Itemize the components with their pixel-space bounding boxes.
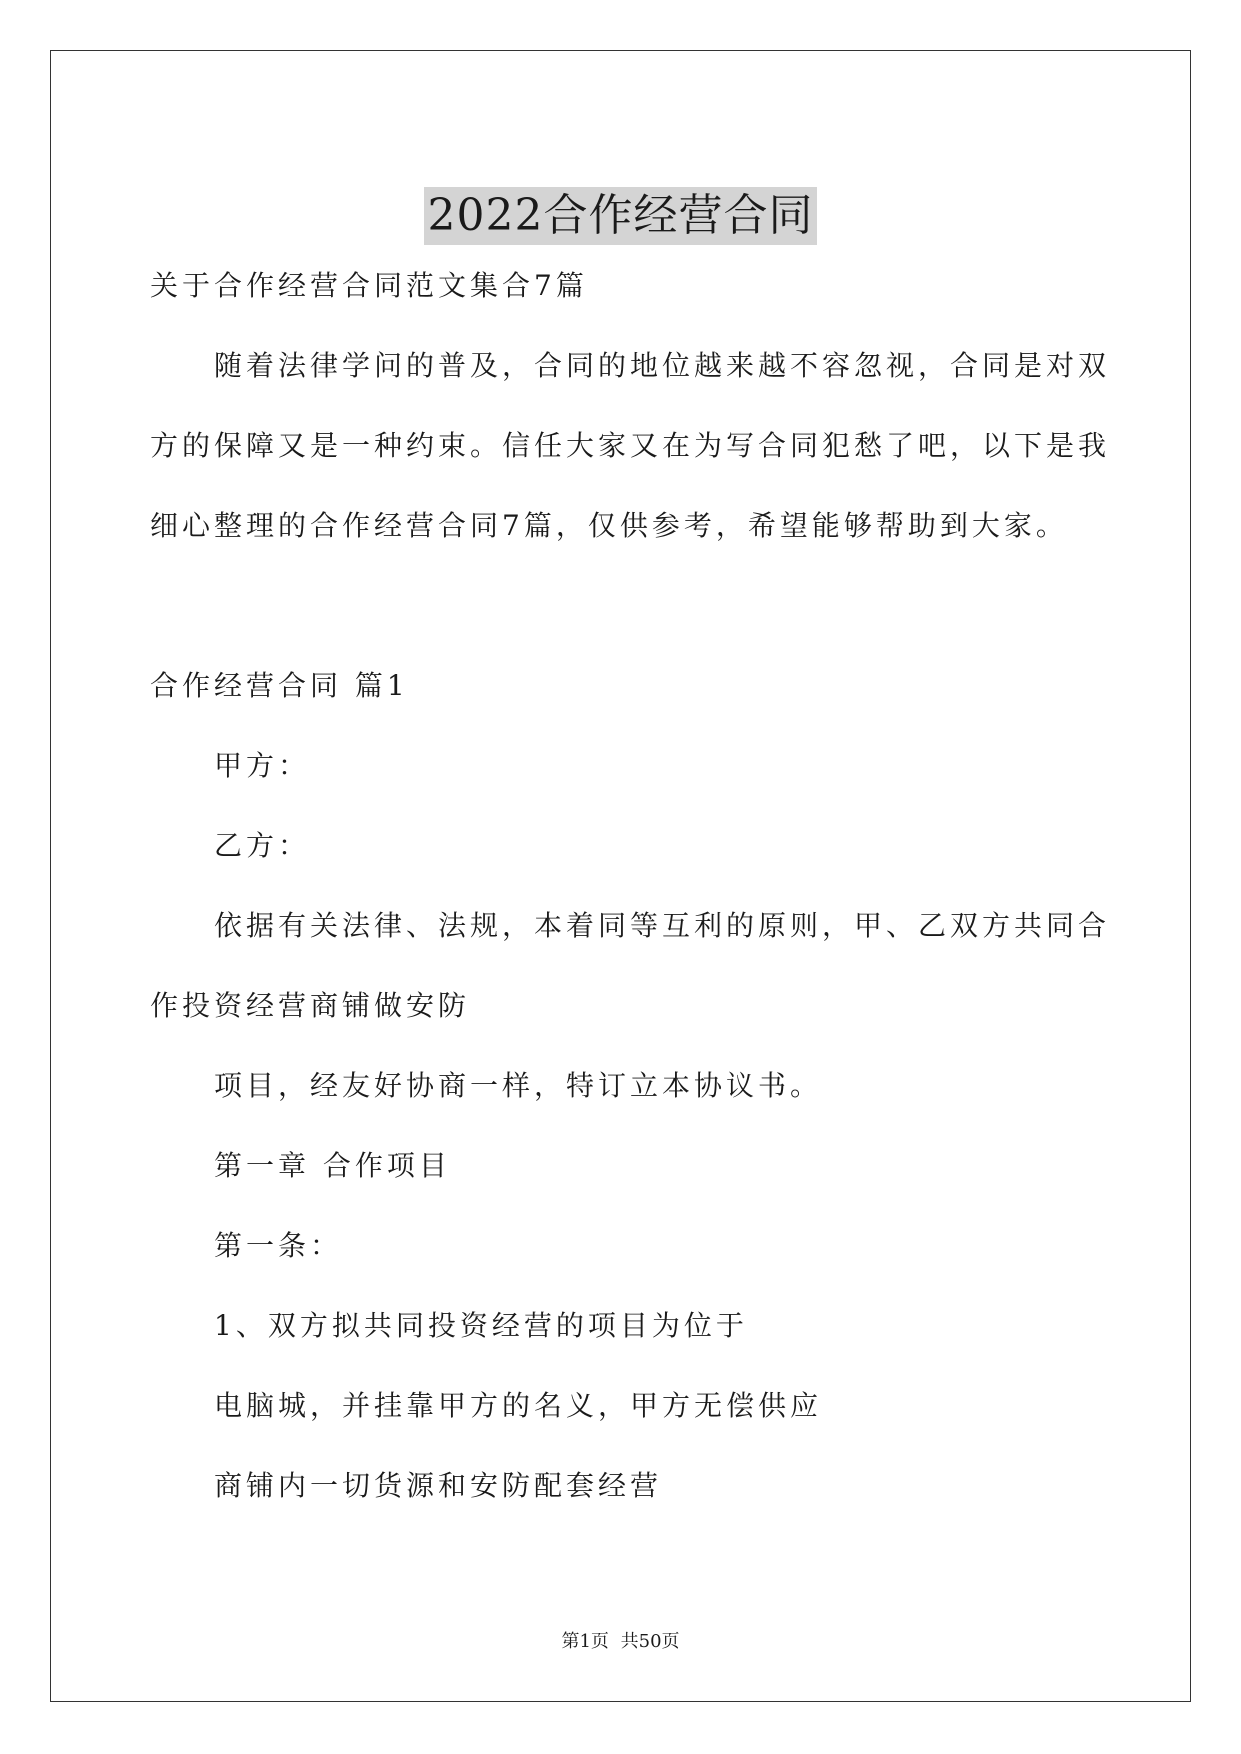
page-number: 第1页 <box>561 1631 609 1652</box>
chapter-heading: 第一章 合作项目 <box>214 1149 451 1182</box>
party-a-label: 甲方： <box>214 749 311 782</box>
document-title: 2022合作经营合同 <box>424 187 818 245</box>
body-line-6: 1、双方拟共同投资经营的项目为位于 <box>214 1309 748 1342</box>
body-line-2: 作投资经营商铺做安防 <box>150 989 471 1022</box>
body-line-1: 依据有关法律、法规，本着同等互利的原则，甲、乙双方共同合 <box>214 909 1111 942</box>
title-wrap <box>0 158 1241 275</box>
body-line-8: 商铺内一切货源和安防配套经营 <box>214 1469 663 1502</box>
intro-line-2: 方的保障又是一种约束。信任大家又在为写合同犯愁了吧，以下是我 <box>150 429 1111 462</box>
section-heading: 合作经营合同 篇1 <box>150 669 409 702</box>
body-line-7: 电脑城，并挂靠甲方的名义，甲方无偿供应 <box>214 1389 823 1422</box>
page-footer <box>0 1630 1241 1654</box>
document-subtitle: 关于合作经营合同范文集合7篇 <box>150 269 588 302</box>
intro-line-1: 随着法律学问的普及，合同的地位越来越不容忽视，合同是对双 <box>214 349 1111 382</box>
intro-line-3: 细心整理的合作经营合同7篇，仅供参考，希望能够帮助到大家。 <box>150 509 1068 542</box>
body-line-3: 项目，经友好协商一样，特订立本协议书。 <box>214 1069 823 1102</box>
page-total: 共50页 <box>620 1631 680 1652</box>
article-heading: 第一条： <box>214 1229 343 1262</box>
party-b-label: 乙方： <box>214 829 311 862</box>
